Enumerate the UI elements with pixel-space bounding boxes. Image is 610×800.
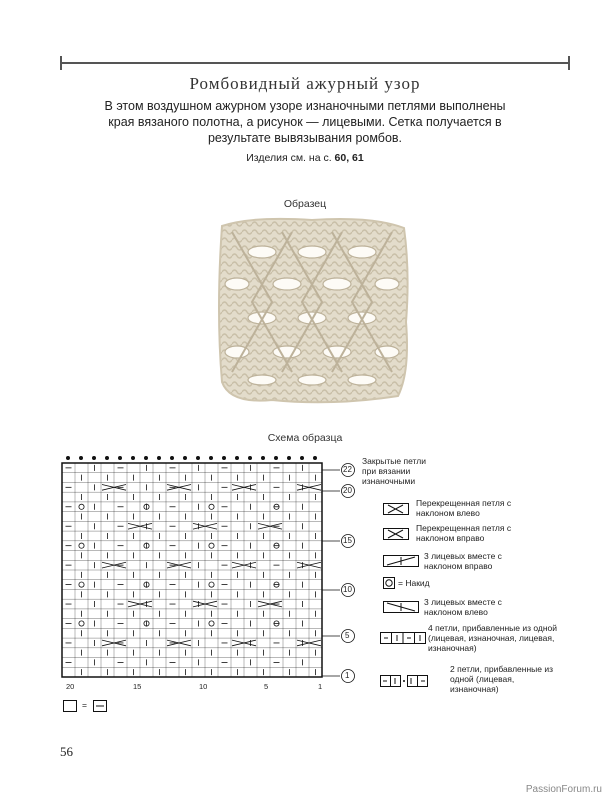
increase-two-icon bbox=[380, 675, 428, 687]
row-number-5: 5 bbox=[340, 628, 356, 646]
increase-four-icon bbox=[380, 632, 426, 644]
col-number-1: 1 bbox=[318, 682, 323, 691]
pattern-intro: В этом воздушном ажурном узоре изнаночными петлями выполнены края вязаного полотна, а рисунок — лицевыми. Сетка получается в результате вывязывания ромбов. bbox=[104, 99, 506, 145]
legend-k3tog-right: 3 лицевых вместе с наклоном вправо bbox=[424, 551, 502, 571]
yarn-over-mark bbox=[79, 504, 84, 509]
ref-prefix: Изделия см. на с. bbox=[246, 152, 332, 164]
ref-pages: 60, 61 bbox=[334, 152, 364, 164]
legend-increase-two: 2 петли, прибавленные из одной (лицевая, изнаночная) bbox=[450, 664, 553, 694]
legend-k3tog-left: 3 лицевых вместе с наклоном влево bbox=[424, 597, 502, 617]
sample-caption: Образец bbox=[283, 198, 327, 210]
watermark: PassionForum.ru bbox=[525, 784, 602, 795]
page-number: 56 bbox=[60, 744, 73, 759]
row-number-20: 20 bbox=[340, 483, 356, 501]
yarn-over-mark bbox=[79, 582, 84, 587]
chart-caption: Схема образца bbox=[267, 432, 343, 444]
col-number-20: 20 bbox=[66, 682, 75, 691]
pattern-title: Ромбовидный ажурный узор bbox=[189, 74, 421, 93]
legend-cross-left: Перекрещенная петля с наклоном влево bbox=[416, 498, 512, 518]
yarn-over-icon bbox=[383, 577, 395, 589]
col-number-5: 5 bbox=[264, 682, 269, 691]
row-number-15: 15 bbox=[340, 533, 356, 551]
row-number-1: 1 bbox=[340, 668, 356, 686]
row-number-10: 10 bbox=[340, 582, 356, 600]
row-number-22: 22 bbox=[340, 462, 356, 478]
cross-left-icon bbox=[383, 503, 409, 515]
knit-sample-image bbox=[212, 212, 412, 408]
yarn-over-mark bbox=[209, 543, 214, 548]
k3tog-right-icon bbox=[383, 555, 419, 567]
knitting-chart bbox=[60, 452, 330, 678]
bind-off-label: Закрытые петли при вязании изнаночными bbox=[362, 456, 426, 486]
top-rule bbox=[60, 62, 570, 64]
k3tog-left-icon bbox=[383, 601, 419, 613]
yarn-over-mark bbox=[79, 621, 84, 626]
yarn-over-mark bbox=[209, 582, 214, 587]
legend-increase-four: 4 петли, прибавленные из одной (лицевая, изнаночная, лицевая, изнаночная) bbox=[428, 623, 558, 653]
bind-off-dots bbox=[66, 456, 317, 460]
col-number-10: 10 bbox=[199, 682, 208, 691]
cross-right-icon bbox=[383, 528, 409, 540]
legend-cross-right: Перекрещенная петля с наклоном вправо bbox=[416, 523, 512, 543]
row-arrows bbox=[322, 460, 342, 685]
legend-yarn-over: = Накид bbox=[398, 578, 430, 588]
yarn-over-mark bbox=[209, 621, 214, 626]
yarn-over-mark bbox=[79, 543, 84, 548]
equivalence-sign: = bbox=[82, 700, 87, 710]
yarn-over-mark bbox=[209, 504, 214, 509]
page-reference bbox=[0, 152, 610, 164]
col-number-15: 15 bbox=[133, 682, 142, 691]
